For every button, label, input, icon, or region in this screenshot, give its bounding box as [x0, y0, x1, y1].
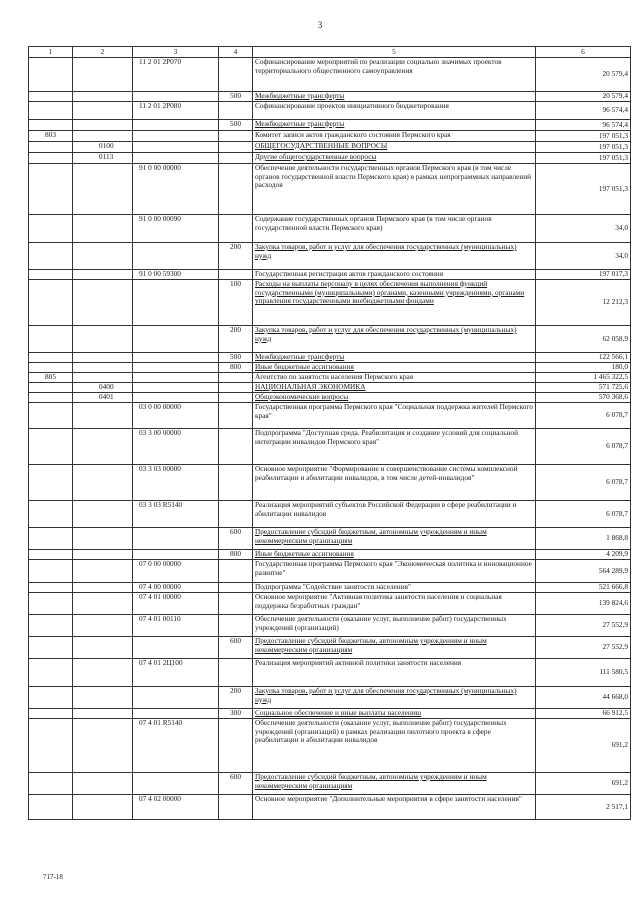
description-cell: Предоставление субсидий бюджетным, автономным учреждениям и иным некоммерческим организациям: [253, 773, 536, 795]
department-code-cell: [29, 593, 73, 615]
department-code-cell: [29, 501, 73, 528]
section-code-cell: [73, 501, 133, 528]
table-row: [29, 373, 631, 383]
expense-type-cell: [219, 215, 253, 243]
description-cell: Подпрограмма "Содействие занятости населения": [253, 583, 536, 593]
description-cell: Межбюджетные трансферты: [253, 92, 536, 102]
amount-cell: 4 209,9: [536, 550, 631, 560]
department-code-cell: [29, 353, 73, 363]
target-article-cell: 91 0 00 00090: [133, 215, 219, 243]
description-cell: Реализация мероприятий субъектов Российской Федерации в сфере реабилитации и абилитации инвалидов: [253, 501, 536, 528]
department-code-cell: [29, 215, 73, 243]
department-code-cell: [29, 583, 73, 593]
amount-cell: 197 051,3: [536, 153, 631, 164]
target-article-cell: [133, 120, 219, 131]
description-cell: Софинансирование проектов инициативного бюджетирования: [253, 102, 536, 120]
description-cell: Основное мероприятие "Дополнительные мероприятия в сфере занятости населения": [253, 795, 536, 820]
expense-type-cell: [219, 373, 253, 383]
table-row: [29, 615, 631, 637]
table-row: [29, 280, 631, 326]
expense-type-cell: [219, 58, 253, 92]
section-code-cell: 0113: [73, 153, 133, 164]
table-row: [29, 795, 631, 820]
section-code-cell: [73, 353, 133, 363]
amount-cell: 34,0: [536, 243, 631, 270]
amount-cell: 570 368,6: [536, 393, 631, 403]
section-code-cell: [73, 593, 133, 615]
table-row: [29, 637, 631, 659]
expense-type-cell: [219, 153, 253, 164]
amount-cell: 197 051,3: [536, 131, 631, 142]
description-cell: Государственная программа Пермского края "Социальная поддержка жителей Пермского края": [253, 403, 536, 429]
section-code-cell: 0400: [73, 383, 133, 393]
description-cell: Расходы на выплаты персоналу в целях обеспечения выполнения функций государственными (муниципальными) органами, казенными учреждениями, органами управления государственными внебюджетными фондами: [253, 280, 536, 326]
department-code-cell: [29, 164, 73, 215]
table-row: [29, 131, 631, 142]
description-cell: Реализация мероприятий активной политики занятости населения: [253, 659, 536, 687]
expense-type-cell: [219, 465, 253, 501]
section-code-cell: [73, 120, 133, 131]
expense-type-cell: [219, 615, 253, 637]
table-row: [29, 528, 631, 550]
amount-cell: 12 212,3: [536, 280, 631, 326]
department-code-cell: [29, 102, 73, 120]
department-code-cell: [29, 709, 73, 719]
description-cell: Агентство по занятости населения Пермского края: [253, 373, 536, 383]
header-col-5: 5: [253, 47, 536, 58]
expense-type-cell: [219, 659, 253, 687]
header-col-6: 6: [536, 47, 631, 58]
page-number: 3: [317, 20, 323, 30]
amount-cell: 96 574,4: [536, 120, 631, 131]
section-code-cell: [73, 773, 133, 795]
description-cell: Иные бюджетные ассигнования: [253, 363, 536, 373]
description-cell: Основное мероприятие "Активная политика занятости населения и социальная поддержка безработных граждан": [253, 593, 536, 615]
expense-type-cell: 300: [219, 709, 253, 719]
expense-type-cell: 200: [219, 243, 253, 270]
amount-cell: 44 668,0: [536, 687, 631, 709]
expense-type-cell: 500: [219, 353, 253, 363]
document-code: 717-18: [43, 873, 63, 881]
header-col-3: 3: [133, 47, 219, 58]
amount-cell: 34,0: [536, 215, 631, 243]
section-code-cell: [73, 429, 133, 465]
department-code-cell: [29, 528, 73, 550]
expense-type-cell: [219, 393, 253, 403]
target-article-cell: [133, 383, 219, 393]
table-row: [29, 243, 631, 270]
section-code-cell: [73, 58, 133, 92]
amount-cell: 27 552,9: [536, 615, 631, 637]
target-article-cell: 07 4 02 00000: [133, 795, 219, 820]
expense-type-cell: 800: [219, 363, 253, 373]
table-row: [29, 429, 631, 465]
amount-cell: 66 912,5: [536, 709, 631, 719]
amount-cell: 96 574,4: [536, 102, 631, 120]
amount-cell: 6 078,7: [536, 429, 631, 465]
amount-cell: 6 078,7: [536, 465, 631, 501]
target-article-cell: [133, 363, 219, 373]
expense-type-cell: 500: [219, 92, 253, 102]
department-code-cell: [29, 773, 73, 795]
amount-cell: 62 058,9: [536, 326, 631, 353]
description-cell: Межбюджетные трансферты: [253, 353, 536, 363]
expense-type-cell: [219, 131, 253, 142]
department-code-cell: [29, 270, 73, 280]
department-code-cell: [29, 795, 73, 820]
description-cell: Закупка товаров, работ и услуг для обеспечения государственных (муниципальных) нужд: [253, 687, 536, 709]
table-row: [29, 501, 631, 528]
target-article-cell: [133, 153, 219, 164]
table-row: [29, 164, 631, 215]
expense-type-cell: [219, 593, 253, 615]
description-cell: Софинансирование мероприятий по реализации социально значимых проектов территориального общественного самоуправления: [253, 58, 536, 92]
target-article-cell: 03 3 03 00000: [133, 465, 219, 501]
description-cell: Предоставление субсидий бюджетным, автономным учреждениям и иным некоммерческим организациям: [253, 528, 536, 550]
department-code-cell: 805: [29, 373, 73, 383]
description-cell: Государственная регистрация актов гражданского состояния: [253, 270, 536, 280]
department-code-cell: [29, 383, 73, 393]
table-row: [29, 773, 631, 795]
department-code-cell: [29, 153, 73, 164]
header-col-1: 1: [29, 47, 73, 58]
section-code-cell: [73, 403, 133, 429]
description-cell: Социальное обеспечение и иные выплаты населению: [253, 709, 536, 719]
expense-type-cell: [219, 383, 253, 393]
expense-type-cell: [219, 403, 253, 429]
description-cell: Основное мероприятие "Формирование и совершенствование системы комплексной реабилитации и абилитации инвалидов, в том числе детей-инвалидов": [253, 465, 536, 501]
department-code-cell: [29, 560, 73, 583]
target-article-cell: 03 0 00 00000: [133, 403, 219, 429]
section-code-cell: [73, 615, 133, 637]
department-code-cell: [29, 465, 73, 501]
target-article-cell: [133, 243, 219, 270]
description-cell: Общеэкономические вопросы: [253, 393, 536, 403]
section-code-cell: [73, 270, 133, 280]
section-code-cell: 0401: [73, 393, 133, 403]
table-row: [29, 687, 631, 709]
amount-cell: 111 580,5: [536, 659, 631, 687]
section-code-cell: [73, 243, 133, 270]
table-row: [29, 583, 631, 593]
target-article-cell: [133, 326, 219, 353]
target-article-cell: [133, 773, 219, 795]
table-row: [29, 142, 631, 153]
department-code-cell: [29, 403, 73, 429]
expense-type-cell: [219, 164, 253, 215]
description-cell: Подпрограмма "Доступная среда. Реабилитация и создание условий для социальной интеграции инвалидов Пермского края": [253, 429, 536, 465]
amount-cell: 521 666,8: [536, 583, 631, 593]
amount-cell: 1 868,8: [536, 528, 631, 550]
section-code-cell: [73, 637, 133, 659]
header-col-4: 4: [219, 47, 253, 58]
expense-type-cell: [219, 795, 253, 820]
description-cell: Комитет записи актов гражданского состояния Пермского края: [253, 131, 536, 142]
section-code-cell: [73, 687, 133, 709]
table-row: [29, 102, 631, 120]
section-code-cell: [73, 560, 133, 583]
expense-type-cell: 500: [219, 120, 253, 131]
amount-cell: 122 566,1: [536, 353, 631, 363]
table-row: [29, 326, 631, 353]
department-code-cell: [29, 142, 73, 153]
target-article-cell: 03 3 03 R5140: [133, 501, 219, 528]
header-row: [29, 47, 631, 58]
target-article-cell: [133, 373, 219, 383]
section-code-cell: [73, 465, 133, 501]
amount-cell: 6 078,7: [536, 501, 631, 528]
section-code-cell: [73, 583, 133, 593]
header-col-2: 2: [73, 47, 133, 58]
table-row: [29, 353, 631, 363]
description-cell: Обеспечение деятельности государственных органов Пермского края (в том числе органов государственной власти Пермского края) в рамках непрограммных направлений расходов: [253, 164, 536, 215]
amount-cell: 6 078,7: [536, 403, 631, 429]
department-code-cell: [29, 120, 73, 131]
table-row: [29, 593, 631, 615]
department-code-cell: [29, 550, 73, 560]
amount-cell: 197 017,3: [536, 270, 631, 280]
department-code-cell: [29, 719, 73, 773]
table-row: [29, 393, 631, 403]
department-code-cell: [29, 687, 73, 709]
section-code-cell: [73, 131, 133, 142]
table-row: [29, 363, 631, 373]
table-row: [29, 560, 631, 583]
amount-cell: 1 465 322,5: [536, 373, 631, 383]
table-row: [29, 153, 631, 164]
department-code-cell: [29, 393, 73, 403]
description-cell: Обеспечение деятельности (оказание услуг, выполнение работ) государственных учреждений (организаций) в рамках реализации пилотного проекта в сфере реабилитации и абилитации инвалидов: [253, 719, 536, 773]
section-code-cell: [73, 363, 133, 373]
amount-cell: 180,0: [536, 363, 631, 373]
department-code-cell: [29, 637, 73, 659]
table-row: [29, 709, 631, 719]
description-cell: Предоставление субсидий бюджетным, автономным учреждениям и иным некоммерческим организациям: [253, 637, 536, 659]
table-row: [29, 550, 631, 560]
budget-table: [28, 46, 631, 820]
target-article-cell: 07 4 01 2Ц100: [133, 659, 219, 687]
description-cell: Закупка товаров, работ и услуг для обеспечения государственных (муниципальных) нужд: [253, 243, 536, 270]
department-code-cell: 803: [29, 131, 73, 142]
target-article-cell: [133, 687, 219, 709]
expense-type-cell: 800: [219, 550, 253, 560]
amount-cell: 2 517,1: [536, 795, 631, 820]
target-article-cell: 07 4 00 00000: [133, 583, 219, 593]
target-article-cell: [133, 92, 219, 102]
amount-cell: 564 289,9: [536, 560, 631, 583]
target-article-cell: [133, 393, 219, 403]
expense-type-cell: [219, 142, 253, 153]
description-cell: ОБЩЕГОСУДАРСТВЕННЫЕ ВОПРОСЫ: [253, 142, 536, 153]
expense-type-cell: [219, 270, 253, 280]
department-code-cell: [29, 92, 73, 102]
amount-cell: 691,2: [536, 773, 631, 795]
description-cell: Обеспечение деятельности (оказание услуг, выполнение работ) государственных учреждений (организаций): [253, 615, 536, 637]
table-row: [29, 120, 631, 131]
department-code-cell: [29, 659, 73, 687]
department-code-cell: [29, 363, 73, 373]
section-code-cell: [73, 164, 133, 215]
table-row: [29, 58, 631, 92]
section-code-cell: [73, 795, 133, 820]
amount-cell: 139 824,6: [536, 593, 631, 615]
table-row: [29, 403, 631, 429]
target-article-cell: 07 4 01 00000: [133, 593, 219, 615]
section-code-cell: [73, 373, 133, 383]
table-row: [29, 659, 631, 687]
description-cell: Межбюджетные трансферты: [253, 120, 536, 131]
amount-cell: 691,2: [536, 719, 631, 773]
section-code-cell: [73, 659, 133, 687]
amount-cell: 571 725,6: [536, 383, 631, 393]
section-code-cell: [73, 326, 133, 353]
target-article-cell: [133, 280, 219, 326]
amount-cell: 197 051,3: [536, 164, 631, 215]
description-cell: Иные бюджетные ассигнования: [253, 550, 536, 560]
target-article-cell: [133, 528, 219, 550]
table-row: [29, 215, 631, 243]
description-cell: Содержание государственных органов Пермского края (в том числе органов государственной власти Пермского края): [253, 215, 536, 243]
section-code-cell: [73, 709, 133, 719]
department-code-cell: [29, 429, 73, 465]
target-article-cell: 07 4 01 R5140: [133, 719, 219, 773]
expense-type-cell: 600: [219, 637, 253, 659]
amount-cell: 20 579,4: [536, 58, 631, 92]
department-code-cell: [29, 280, 73, 326]
amount-cell: 20 579,4: [536, 92, 631, 102]
expense-type-cell: [219, 429, 253, 465]
description-cell: Другие общегосударственные вопросы: [253, 153, 536, 164]
table-row: [29, 465, 631, 501]
expense-type-cell: 600: [219, 773, 253, 795]
expense-type-cell: [219, 102, 253, 120]
section-code-cell: 0100: [73, 142, 133, 153]
amount-cell: 197 051,3: [536, 142, 631, 153]
target-article-cell: 11 2 01 2Р070: [133, 58, 219, 92]
expense-type-cell: [219, 560, 253, 583]
amount-cell: 27 552,9: [536, 637, 631, 659]
target-article-cell: [133, 637, 219, 659]
target-article-cell: [133, 550, 219, 560]
section-code-cell: [73, 719, 133, 773]
table-row: [29, 92, 631, 102]
table-body: [29, 58, 631, 820]
target-article-cell: [133, 142, 219, 153]
target-article-cell: 07 0 00 00000: [133, 560, 219, 583]
department-code-cell: [29, 326, 73, 353]
target-article-cell: 91 0 00 59300: [133, 270, 219, 280]
description-cell: НАЦИОНАЛЬНАЯ ЭКОНОМИКА: [253, 383, 536, 393]
expense-type-cell: [219, 719, 253, 773]
target-article-cell: 03 3 00 00000: [133, 429, 219, 465]
description-cell: Государственная программа Пермского края "Экономическая политика и инновационное развитие": [253, 560, 536, 583]
target-article-cell: [133, 709, 219, 719]
table-row: [29, 270, 631, 280]
section-code-cell: [73, 215, 133, 243]
target-article-cell: [133, 353, 219, 363]
department-code-cell: [29, 243, 73, 270]
expense-type-cell: [219, 583, 253, 593]
section-code-cell: [73, 102, 133, 120]
section-code-cell: [73, 92, 133, 102]
section-code-cell: [73, 528, 133, 550]
expense-type-cell: 600: [219, 528, 253, 550]
target-article-cell: 91 0 00 00000: [133, 164, 219, 215]
expense-type-cell: 200: [219, 687, 253, 709]
expense-type-cell: 100: [219, 280, 253, 326]
table-row: [29, 383, 631, 393]
expense-type-cell: 200: [219, 326, 253, 353]
target-article-cell: 11 2 01 2Р080: [133, 102, 219, 120]
department-code-cell: [29, 615, 73, 637]
section-code-cell: [73, 280, 133, 326]
target-article-cell: [133, 131, 219, 142]
department-code-cell: [29, 58, 73, 92]
description-cell: Закупка товаров, работ и услуг для обеспечения государственных (муниципальных) нужд: [253, 326, 536, 353]
section-code-cell: [73, 550, 133, 560]
table-row: [29, 719, 631, 773]
expense-type-cell: [219, 501, 253, 528]
target-article-cell: 07 4 01 00110: [133, 615, 219, 637]
